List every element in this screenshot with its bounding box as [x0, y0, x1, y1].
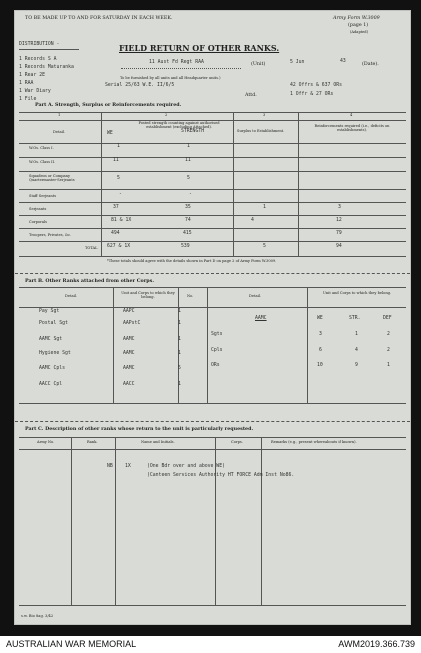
- col-remarks: Remarks (e.g., present whereabouts if known).: [271, 440, 357, 444]
- row-label: Squadron or Company Quartermaster-Serjeants: [29, 174, 75, 183]
- row-we: 81 & 1X: [111, 218, 132, 223]
- total-surplus: 5: [263, 244, 266, 249]
- note-line-1: (One Bdr over and above WE): [147, 464, 225, 469]
- date-day: 5 Jun: [290, 60, 305, 65]
- row-we: 494: [111, 231, 120, 236]
- unit-label: (Unit): [251, 62, 266, 67]
- col-number: 3: [263, 113, 266, 117]
- attached-label: Attd.: [245, 93, 257, 98]
- col-detail2-header: Detail.: [249, 294, 262, 298]
- right-detail: Cpls: [211, 348, 223, 353]
- col-army-no: Army No.: [37, 440, 55, 444]
- row-label: Corporals: [29, 220, 47, 224]
- row-label: Troopers, Privates, &c.: [29, 233, 72, 237]
- row-str: -: [189, 192, 192, 197]
- right-we-header: WE: [317, 316, 323, 321]
- form-title: FIELD RETURN OF OTHER RANKS.: [119, 43, 280, 53]
- right-str-header: STR.: [349, 316, 361, 321]
- col-number: 2: [165, 113, 168, 117]
- row-str: 35: [185, 205, 191, 210]
- row-str: 74: [185, 218, 191, 223]
- officers-count: 42 Offrs & 637 ORs: [290, 83, 342, 88]
- adapted-note: (Adapted): [350, 30, 369, 34]
- distribution-item: 1 Records Maturanka: [19, 65, 74, 70]
- distribution-item: 1 Rear 2E: [19, 73, 45, 78]
- right-str: 4: [355, 348, 358, 353]
- right-def-header: DEF: [383, 316, 392, 321]
- col-reinf-header: Reinforcements required (i.e., deficits on establishments).: [314, 124, 390, 133]
- form-sheet: [14, 10, 411, 625]
- attached-unit: AACC: [123, 382, 135, 387]
- distribution-item: 1 File: [19, 97, 37, 102]
- attached-detail: Hygiene Sgt: [39, 351, 71, 356]
- attached-detail: AACC Cpl: [39, 382, 63, 387]
- col-detail-header: Detail.: [65, 294, 78, 298]
- distribution-label: DISTRIBUTION -: [19, 42, 60, 47]
- note-nb: NB: [107, 464, 113, 469]
- right-str: 9: [355, 363, 358, 368]
- attached-num: 1: [178, 351, 181, 356]
- archive-id: AWM2019.366.739: [338, 639, 415, 649]
- print-reference: s.w. Bio 8ag. 3/42: [21, 614, 54, 618]
- col-name: Name and Initials.: [141, 440, 175, 444]
- right-we: 10: [317, 363, 323, 368]
- right-we: 3: [319, 332, 322, 337]
- date-label: (Date).: [362, 62, 379, 67]
- total-we: 627 & 1X: [107, 244, 131, 249]
- total-str: 539: [181, 244, 190, 249]
- row-str: 1: [187, 144, 190, 149]
- right-corps: AAMC: [255, 316, 267, 321]
- date-year: 43: [340, 59, 346, 64]
- col-number: 4: [350, 113, 353, 117]
- row-we: 37: [113, 205, 119, 210]
- col-number: 1: [58, 113, 61, 117]
- row-label: W.Os. Class II.: [29, 160, 56, 164]
- row-reinf: 79: [336, 231, 342, 236]
- unit-value: 11 Aust Fd Regt RAA: [149, 60, 204, 65]
- right-def: 2: [387, 348, 390, 353]
- col-rank: Rank.: [87, 440, 98, 444]
- row-surplus: 4: [251, 218, 254, 223]
- row-we: 5: [117, 176, 120, 181]
- col-posted-header: Posted strength counting against authorised establishment (excluding Attached).: [138, 121, 220, 129]
- total-label: TOTAL: [85, 246, 98, 250]
- attached-num: 1: [178, 321, 181, 326]
- attached-count: 1 Offr & 27 ORs: [290, 92, 334, 97]
- row-str: 11: [185, 158, 191, 163]
- attached-num: 5: [178, 366, 181, 371]
- row-surplus: 1: [263, 205, 266, 210]
- furnished-note: To be furnished by all units and all Headquarter units.): [120, 76, 221, 80]
- attached-num: 1: [178, 337, 181, 342]
- attached-detail: AAMC Sgt: [39, 337, 63, 342]
- note-x: 1X: [125, 464, 131, 469]
- row-we: -: [119, 192, 122, 197]
- distribution-item: 1 RAA: [19, 81, 34, 86]
- right-str: 1: [355, 332, 358, 337]
- row-str: 5: [187, 176, 190, 181]
- attached-unit: AAMC: [123, 351, 135, 356]
- attached-unit: AAMC: [123, 366, 135, 371]
- totals-note: *These totals should agree with the details shown in Part D on page 2 of Army Form W.3009.: [107, 259, 277, 263]
- col-num-header: No.: [187, 294, 194, 298]
- col-unit-header: Unit and Corps to which they belong.: [121, 291, 175, 300]
- attached-num: 1: [178, 382, 181, 387]
- col-unit2-header: Unit and Corps to which they belong.: [322, 291, 392, 295]
- row-we: 11: [113, 158, 119, 163]
- distribution-item: 1 Records S A: [19, 57, 57, 62]
- attached-detail: Pay Sgt: [39, 309, 60, 314]
- attached-num: 1: [178, 309, 181, 314]
- archive-name: AUSTRALIAN WAR MEMORIAL: [6, 639, 137, 649]
- total-reinf: 94: [336, 244, 342, 249]
- col-corps: Corps.: [231, 440, 243, 444]
- attached-unit: AAPC: [123, 309, 135, 314]
- row-str: 415: [183, 231, 192, 236]
- part-b-heading: Part B. Other Ranks attached from other Corps.: [25, 278, 155, 284]
- right-def: 1: [387, 363, 390, 368]
- right-we: 6: [319, 348, 322, 353]
- col-strength-header: STRENGTH: [181, 129, 205, 134]
- attached-detail: Postal Sgt: [39, 321, 68, 326]
- part-a-heading: Part A. Strength, Surplus or Reinforcements required.: [35, 102, 182, 108]
- right-detail: ORs: [211, 363, 220, 368]
- archive-footer: [0, 636, 421, 653]
- col-we-header: WE: [107, 131, 113, 136]
- row-reinf: 3: [338, 205, 341, 210]
- note-line-2: (Canteen Services Authority HT FORCE Adm Inst No86.: [147, 473, 295, 478]
- attached-unit: AAMC: [123, 337, 135, 342]
- right-def: 2: [387, 332, 390, 337]
- form-number: Army Form W.3009: [333, 16, 380, 21]
- row-we: 1: [117, 144, 120, 149]
- attached-detail: AAMC Cpls: [39, 366, 65, 371]
- part-c-heading: Part C. Description of other ranks whose return to the unit is particularly requested.: [25, 426, 254, 432]
- right-detail: Sgts: [211, 332, 223, 337]
- notice-text: TO BE MADE UP TO AND FOR SATURDAY IN EACH WEEK.: [25, 16, 173, 21]
- col-detail-header: Detail.: [53, 130, 66, 134]
- row-label: W.Os. Class I.: [29, 146, 54, 150]
- col-surplus-header: Surplus to Establishment.: [237, 129, 285, 133]
- row-reinf: 12: [336, 218, 342, 223]
- row-label: Staff Serjeants: [29, 194, 57, 198]
- serial-number: Serial 25/63 W.E. II/6/5: [105, 83, 175, 88]
- distribution-item: 1 War Diary: [19, 89, 51, 94]
- page-number: (page 1): [348, 23, 369, 28]
- row-label: Serjeants: [29, 207, 47, 211]
- attached-unit: AAPstC: [123, 321, 141, 326]
